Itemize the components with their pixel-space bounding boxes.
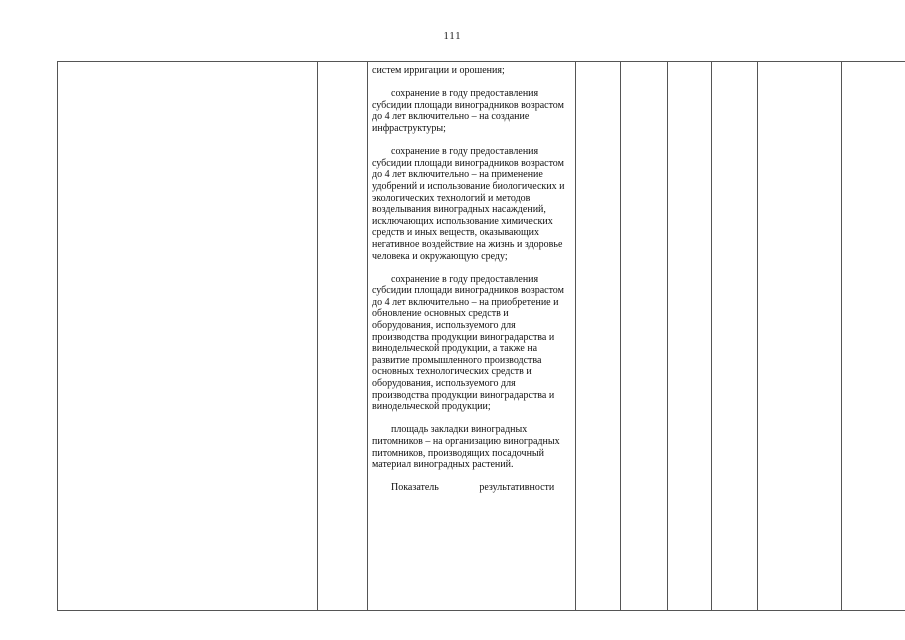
paragraph-2: сохранение в году предоставления субсидии площади виноградников возрастом до 4 лет включительно – на создание инфраструктуры; — [372, 88, 564, 134]
table-cell-description — [368, 62, 576, 611]
paragraph-4: сохранение в году предоставления субсидии площади виноградников возрастом до 4 лет включительно – на приобретение и обновление основных средств и оборудования, используемого для производства продукции виноградарства и винодельческой продукции, а также на развитие промышленного производства основных технологических средств и оборудования, используемого для производства продукции виноградарства и винодельческой продукции; — [372, 273, 564, 413]
table-cell-empty-4 — [576, 62, 621, 611]
table-cell-empty-2 — [318, 62, 368, 611]
document-table — [57, 61, 905, 611]
paragraph-1: систем ирригации и орошения; — [372, 65, 505, 76]
table-cell-empty-8 — [758, 62, 842, 611]
table-cell-empty-1 — [58, 62, 318, 611]
table-cell-empty-6 — [668, 62, 712, 611]
table-cell-empty-7 — [712, 62, 758, 611]
paragraph-6: Показатель результативности — [391, 482, 555, 494]
table-cell-empty-5 — [621, 62, 668, 611]
table-row — [58, 62, 905, 611]
paragraph-5: площадь закладки виноградных питомников – на организацию виноградных питомников, производящих посадочный материал виноградных растений. — [372, 424, 560, 471]
paragraph-3: сохранение в году предоставления субсидии площади виноградников возрастом до 4 лет включительно – на применение удобрений и использование биологических и экологических технологий и методов возделывания виноградных насаждений, исключающих использование химических средств и иных веществ, оказывающих негативное воздействие на жизнь и здоровье человека и окружающую среду; — [372, 146, 565, 262]
page-number: 111 — [443, 31, 462, 42]
table-cell-empty-9 — [842, 62, 905, 611]
